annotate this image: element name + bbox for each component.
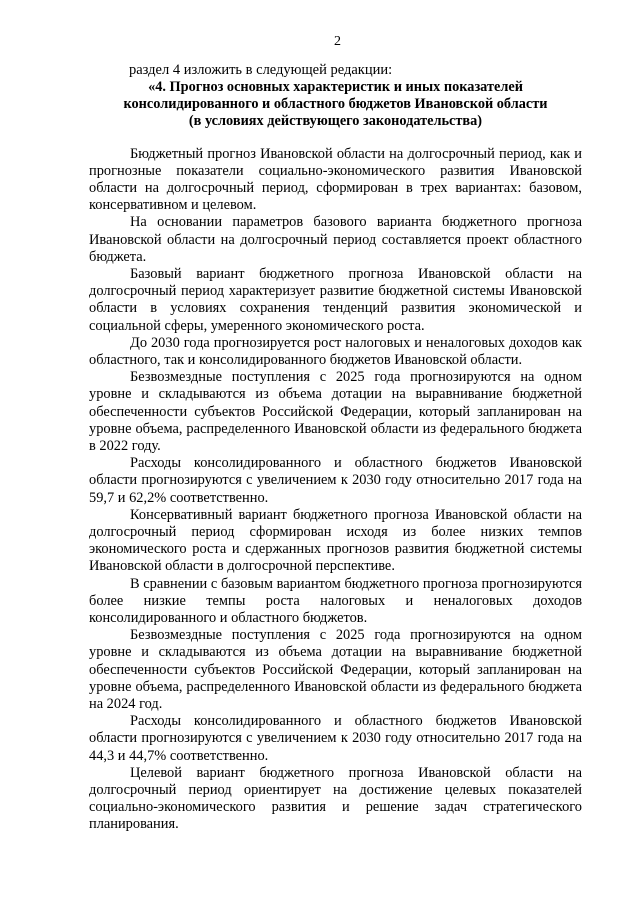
paragraph-4: До 2030 года прогнозируется рост налоговых и неналоговых доходов как областного, так и консолидированного бюджетов Ивановской области. — [89, 334, 582, 368]
paragraph-11: Целевой вариант бюджетного прогноза Ивановской области на долгосрочный период ориентирует на достижение целевых показателей социально-экономического развития и решение задач стратегического планирования. — [89, 764, 582, 833]
intro-line: раздел 4 изложить в следующей редакции: — [129, 62, 393, 78]
section-heading-line-3: (в условиях действующего законодательства) — [188, 112, 483, 129]
body-text — [89, 146, 582, 834]
paragraph-9: Безвозмездные поступления с 2025 года прогнозируются на одном уровне и складываются из объема дотации на выравнивание бюджетной обеспеченности субъектов Российской Федерации, который запланирован на уровне объема, распределенного Ивановской области из федерального бюджета на 2024 год. — [89, 627, 582, 712]
document-page — [89, 34, 582, 834]
paragraph-7: Консервативный вариант бюджетного прогноза Ивановской области на долгосрочный период сформирован исходя из более низких темпов экономического роста и сдержанных прогнозов развития бюджетной системы Ивановской области в долгосрочной перспективе. — [89, 506, 582, 575]
paragraph-6: Расходы консолидированного и областного бюджетов Ивановской области прогнозируются с увеличением к 2030 году относительно 2017 года на 59,7 и 62,2% соответственно. — [89, 455, 582, 506]
page-number: 2 — [334, 34, 341, 49]
paragraph-1: Бюджетный прогноз Ивановской области на долгосрочный период, как и прогнозные показатели социально-экономического развития Ивановской области на долгосрочный период, сформирован в трех вариантах: базовом, консервативном и целевом. — [89, 145, 582, 214]
paragraph-3: Базовый вариант бюджетного прогноза Ивановской области на долгосрочный период характеризует развитие бюджетной системы Ивановской области в условиях сохранения тенденций развития экономической и социальной сферы, умеренного экономического роста. — [89, 265, 582, 334]
section-heading-line-2: консолидированного и областного бюджетов Ивановской области — [123, 95, 548, 112]
paragraph-10: Расходы консолидированного и областного бюджетов Ивановской области прогнозируются с увеличением к 2030 году относительно 2017 года на 44,3 и 44,7% соответственно. — [89, 713, 582, 764]
section-heading — [89, 79, 582, 130]
paragraph-2: На основании параметров базового варианта бюджетного прогноза Ивановской области на долгосрочный период составляется проект областного бюджета. — [89, 214, 582, 265]
paragraph-8: В сравнении с базовым вариантом бюджетного прогноза прогнозируются более низкие темпы роста налоговых и неналоговых доходов консолидированного и областного бюджетов. — [89, 575, 582, 626]
paragraph-5: Безвозмездные поступления с 2025 года прогнозируются на одном уровне и складываются из объема дотации на выравнивание бюджетной обеспеченности субъектов Российской Федерации, который запланирован на уровне объема, распределенного Ивановской области из федерального бюджета в 2022 году. — [89, 369, 582, 454]
section-heading-line-1: «4. Прогноз основных характеристик и иных показателей — [148, 78, 523, 95]
